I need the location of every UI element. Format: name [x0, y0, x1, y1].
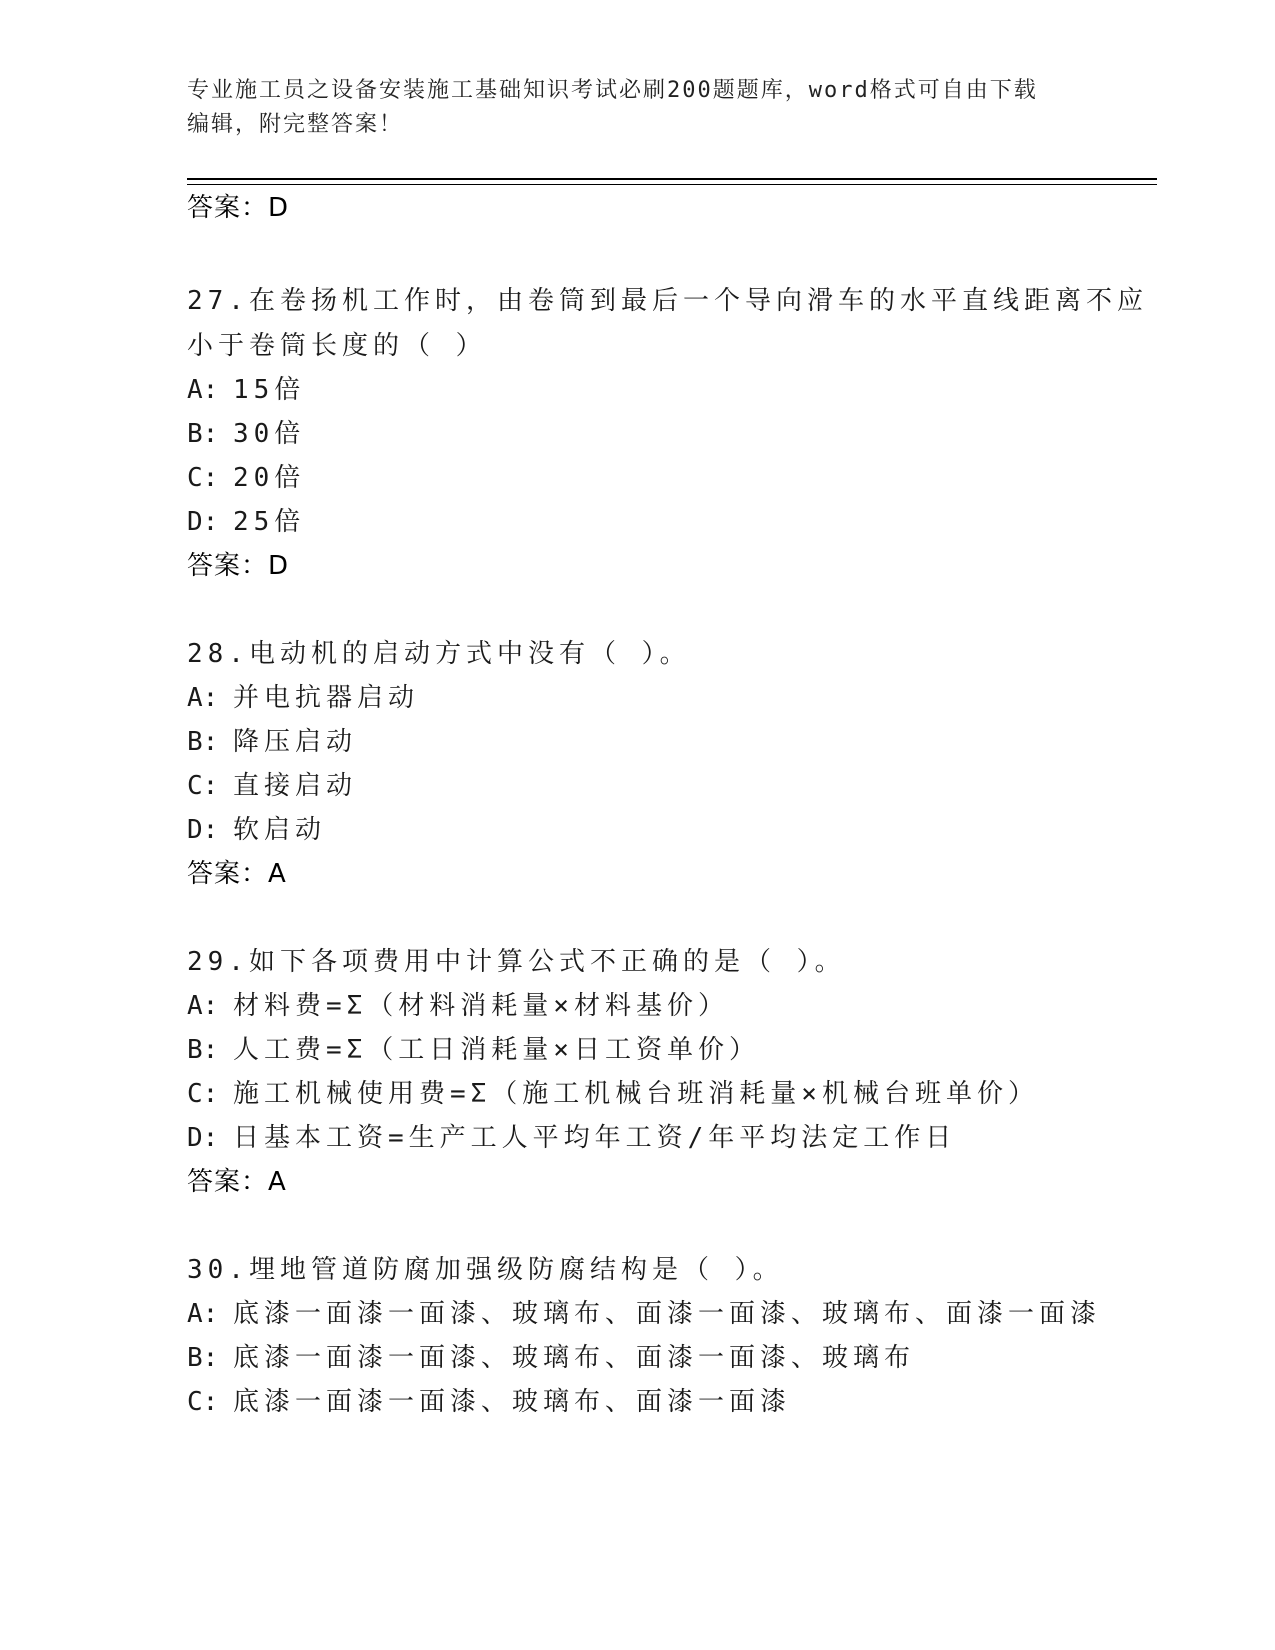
option-text: 底漆一面漆一面漆、玻璃布、面漆一面漆、玻璃布、面漆一面漆	[233, 1299, 1102, 1329]
option-letter: D:	[187, 1123, 219, 1153]
question-29-stem: 29.如下各项费用中计算公式不正确的是（ ）。	[187, 947, 846, 977]
option-text: 30倍	[233, 419, 306, 449]
question-28-option-d	[187, 814, 326, 846]
option-text: 直接启动	[233, 771, 358, 801]
option-text: 软启动	[233, 815, 327, 845]
option-text: 底漆一面漆一面漆、玻璃布、面漆一面漆、玻璃布	[233, 1343, 916, 1373]
option-text: 25倍	[233, 507, 306, 537]
header-divider-thick	[187, 178, 1157, 180]
question-27-option-b	[187, 418, 305, 450]
document-header	[187, 74, 1087, 142]
question-27-answer: 答案：D	[187, 551, 290, 581]
option-letter: C:	[187, 1079, 219, 1109]
option-text: 15倍	[233, 375, 306, 405]
option-letter: B:	[187, 1343, 219, 1373]
question-27-option-c	[187, 462, 305, 494]
question-30-option-c	[187, 1386, 791, 1418]
question-27-option-a	[187, 374, 305, 406]
option-letter: A:	[187, 991, 219, 1021]
header-divider-thin	[187, 184, 1157, 185]
option-text: 底漆一面漆一面漆、玻璃布、面漆一面漆	[233, 1387, 792, 1417]
option-text: 并电抗器启动	[233, 683, 420, 713]
option-text: 材料费=Σ（材料消耗量×材料基价）	[233, 991, 729, 1021]
option-text: 施工机械使用费=Σ（施工机械台班消耗量×机械台班单价）	[233, 1079, 1039, 1109]
answer-prev: 答案：D	[187, 193, 290, 223]
option-letter: B:	[187, 419, 219, 449]
question-28-option-b	[187, 726, 357, 758]
question-29-option-c	[187, 1078, 1039, 1110]
question-28-option-c	[187, 770, 357, 802]
option-letter: C:	[187, 771, 219, 801]
option-letter: B:	[187, 727, 219, 757]
question-29-option-b	[187, 1034, 760, 1066]
question-29-answer: 答案：A	[187, 1167, 287, 1197]
option-text: 20倍	[233, 463, 306, 493]
question-30-option-a	[187, 1298, 1101, 1330]
option-letter: A:	[187, 683, 219, 713]
question-27-stem-line-1: 27.在卷扬机工作时，由卷筒到最后一个导向滑车的水平直线距离不应	[187, 286, 1148, 316]
question-30-stem: 30.埋地管道防腐加强级防腐结构是（ ）。	[187, 1255, 784, 1285]
header-line-1: 专业施工员之设备安装施工基础知识考试必刷200题题库，word格式可自由下载	[187, 78, 1038, 103]
option-text: 降压启动	[233, 727, 358, 757]
question-29-option-a	[187, 990, 729, 1022]
question-27-option-d	[187, 506, 305, 538]
option-letter: D:	[187, 815, 219, 845]
option-letter: C:	[187, 1387, 219, 1417]
option-letter: C:	[187, 463, 219, 493]
option-text: 日基本工资=生产工人平均年工资/年平均法定工作日	[233, 1123, 957, 1153]
option-letter: A:	[187, 1299, 219, 1329]
question-29-option-d	[187, 1122, 956, 1154]
option-letter: A:	[187, 375, 219, 405]
header-line-2: 编辑，附完整答案！	[187, 112, 404, 137]
question-28-answer: 答案：A	[187, 859, 287, 889]
option-text: 人工费=Σ（工日消耗量×日工资单价）	[233, 1035, 760, 1065]
option-letter: B:	[187, 1035, 219, 1065]
question-30-option-b	[187, 1342, 915, 1374]
question-27-stem-line-2: 小于卷筒长度的（ ）	[187, 331, 487, 361]
question-28-stem: 28.电动机的启动方式中没有（ ）。	[187, 639, 691, 669]
question-28-option-a	[187, 682, 419, 714]
option-letter: D:	[187, 507, 219, 537]
